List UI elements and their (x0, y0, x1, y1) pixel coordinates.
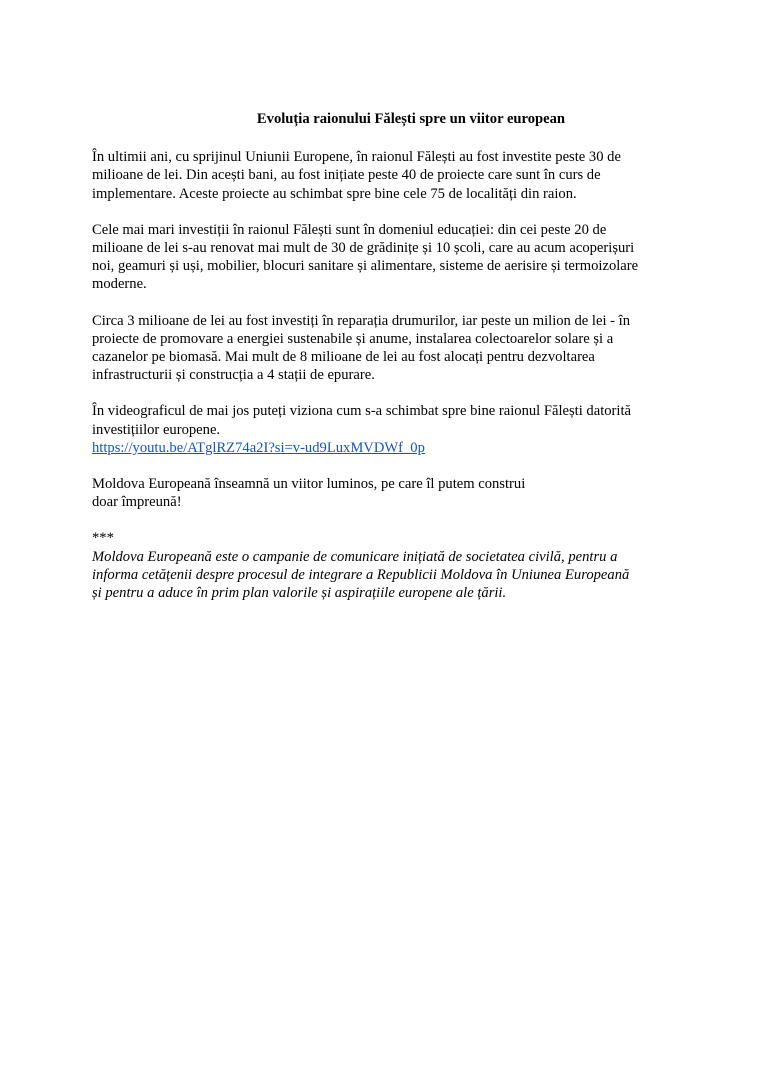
text-line: milioane de lei. Din acești bani, au fost inițiate peste 40 de proiecte care sunt în curs de (92, 167, 601, 184)
footer-line: informa cetățenii despre procesul de integrare a Republicii Moldova în Uniunea Europeană (92, 566, 630, 583)
paragraph-video (92, 402, 692, 457)
text-line: proiecte de promovare a energiei sustenabile și anume, instalarea colectoarelor solare și a (92, 330, 614, 347)
text-line: Cele mai mari investiții în raionul Fălești sunt în domeniul educației: din cei peste 20 de (92, 221, 607, 238)
paragraph-intro (92, 148, 692, 203)
campaign-footer (92, 529, 692, 602)
document-page (92, 110, 692, 620)
footer-line: și pentru a aduce în prim plan valorile și aspirațiile europene ale țării. (92, 585, 507, 602)
paragraph-closing (92, 475, 692, 511)
text-line: implementare. Aceste proiecte au schimbat spre bine cele 75 de localități din raion. (92, 185, 577, 202)
video-link[interactable]: https://youtu.be/ATglRZ74a2I?si=v-ud9LuxMVDWf_0p (92, 439, 425, 456)
text-line: moderne. (92, 276, 147, 293)
text-line: Moldova Europeană înseamnă un viitor luminos, pe care îl putem construi (92, 476, 526, 493)
text-line: cazanelor pe biomasă. Mai mult de 8 milioane de lei au fost alocați pentru dezvoltarea (92, 349, 595, 366)
text-line: doar împreună! (92, 494, 182, 511)
text-line: milioane de lei s-au renovat mai mult de 30 de grădinițe și 10 școli, care au acum acoperișuri (92, 240, 635, 257)
paragraph-infrastructure (92, 312, 692, 385)
text-line: În ultimii ani, cu sprijinul Uniunii Europene, în raionul Fălești au fost investite peste 30 de (92, 149, 621, 166)
text-line: infrastructurii și construcția a 4 stații de epurare. (92, 367, 375, 384)
text-line: investițiilor europene. (92, 421, 221, 438)
separator-stars: *** (92, 530, 114, 547)
text-line: În videograficul de mai jos puteți viziona cum s-a schimbat spre bine raionul Fălești datorită (92, 403, 632, 420)
paragraph-education (92, 221, 692, 294)
footer-line: Moldova Europeană este o campanie de comunicare inițiată de societatea civilă, pentru a (92, 548, 618, 565)
text-line: noi, geamuri și uși, mobilier, blocuri sanitare și alimentare, sisteme de aerisire și termoizolare (92, 258, 639, 275)
document-title: Evoluția raionului Fălești spre un viitor european (256, 111, 566, 127)
text-line: Circa 3 milioane de lei au fost investiți în reparația drumurilor, iar peste un milion de lei - în (92, 312, 631, 329)
